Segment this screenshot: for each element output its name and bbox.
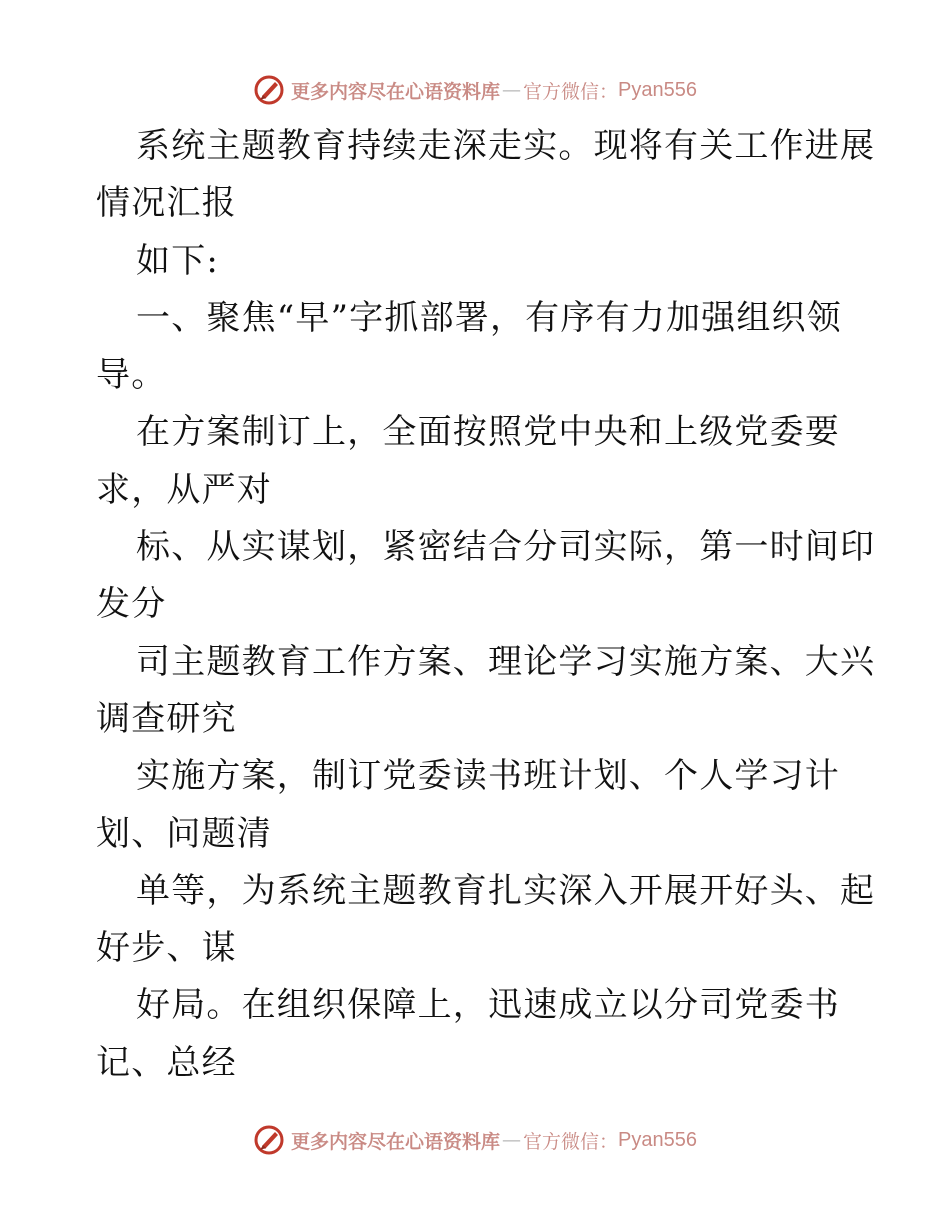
text-line: 标、从实谋划，紧密结合分司实际，第一时间印 (136, 527, 876, 568)
text-line: 一、聚焦“早”字抓部署，有序有力加强组织领 (136, 297, 842, 338)
text-line: 划、问题清 (96, 813, 272, 854)
brand-logo-icon (253, 74, 285, 106)
text-line: 在方案制订上，全面按照党中央和上级党委要 (136, 412, 840, 453)
text-line: 发分 (96, 584, 167, 625)
watermark-dash: — (502, 1129, 522, 1151)
watermark-contact-label: 官方微信： (523, 1130, 619, 1153)
text-line: 如下: (136, 240, 220, 281)
brand-logo-icon (253, 1124, 285, 1156)
text-line: 记、总经 (96, 1042, 237, 1083)
document-body (96, 118, 876, 1092)
text-line: 实施方案，制订党委读书班计划、个人学习计 (136, 756, 840, 797)
text-line: 情况汇报 (96, 183, 237, 224)
text-line: 司主题教育工作方案、理论学习实施方案、大兴 (136, 641, 876, 682)
text-line: 好局。在组织保障上，迅速成立以分司党委书 (136, 985, 840, 1026)
text-line: 导。 (96, 355, 167, 396)
watermark-dash: — (502, 79, 522, 101)
footer-watermark (0, 1120, 950, 1160)
watermark-brand-text: 更多内容尽在心语资料库 (291, 80, 501, 103)
header-watermark (0, 70, 950, 110)
text-line: 调查研究 (96, 698, 237, 739)
watermark-brand-text: 更多内容尽在心语资料库 (291, 1130, 501, 1153)
text-line: 求，从严对 (96, 469, 272, 510)
text-line: 系统主题教育持续走深走实。现将有关工作进展 (136, 126, 876, 166)
watermark-contact-label: 官方微信： (523, 80, 619, 103)
watermark-contact-id: Pyan556 (618, 1128, 697, 1151)
text-line: 单等，为系统主题教育扎实深入开展开好头、起 (136, 870, 876, 911)
watermark-contact-id: Pyan556 (618, 78, 697, 101)
text-line: 好步、谋 (96, 928, 237, 969)
